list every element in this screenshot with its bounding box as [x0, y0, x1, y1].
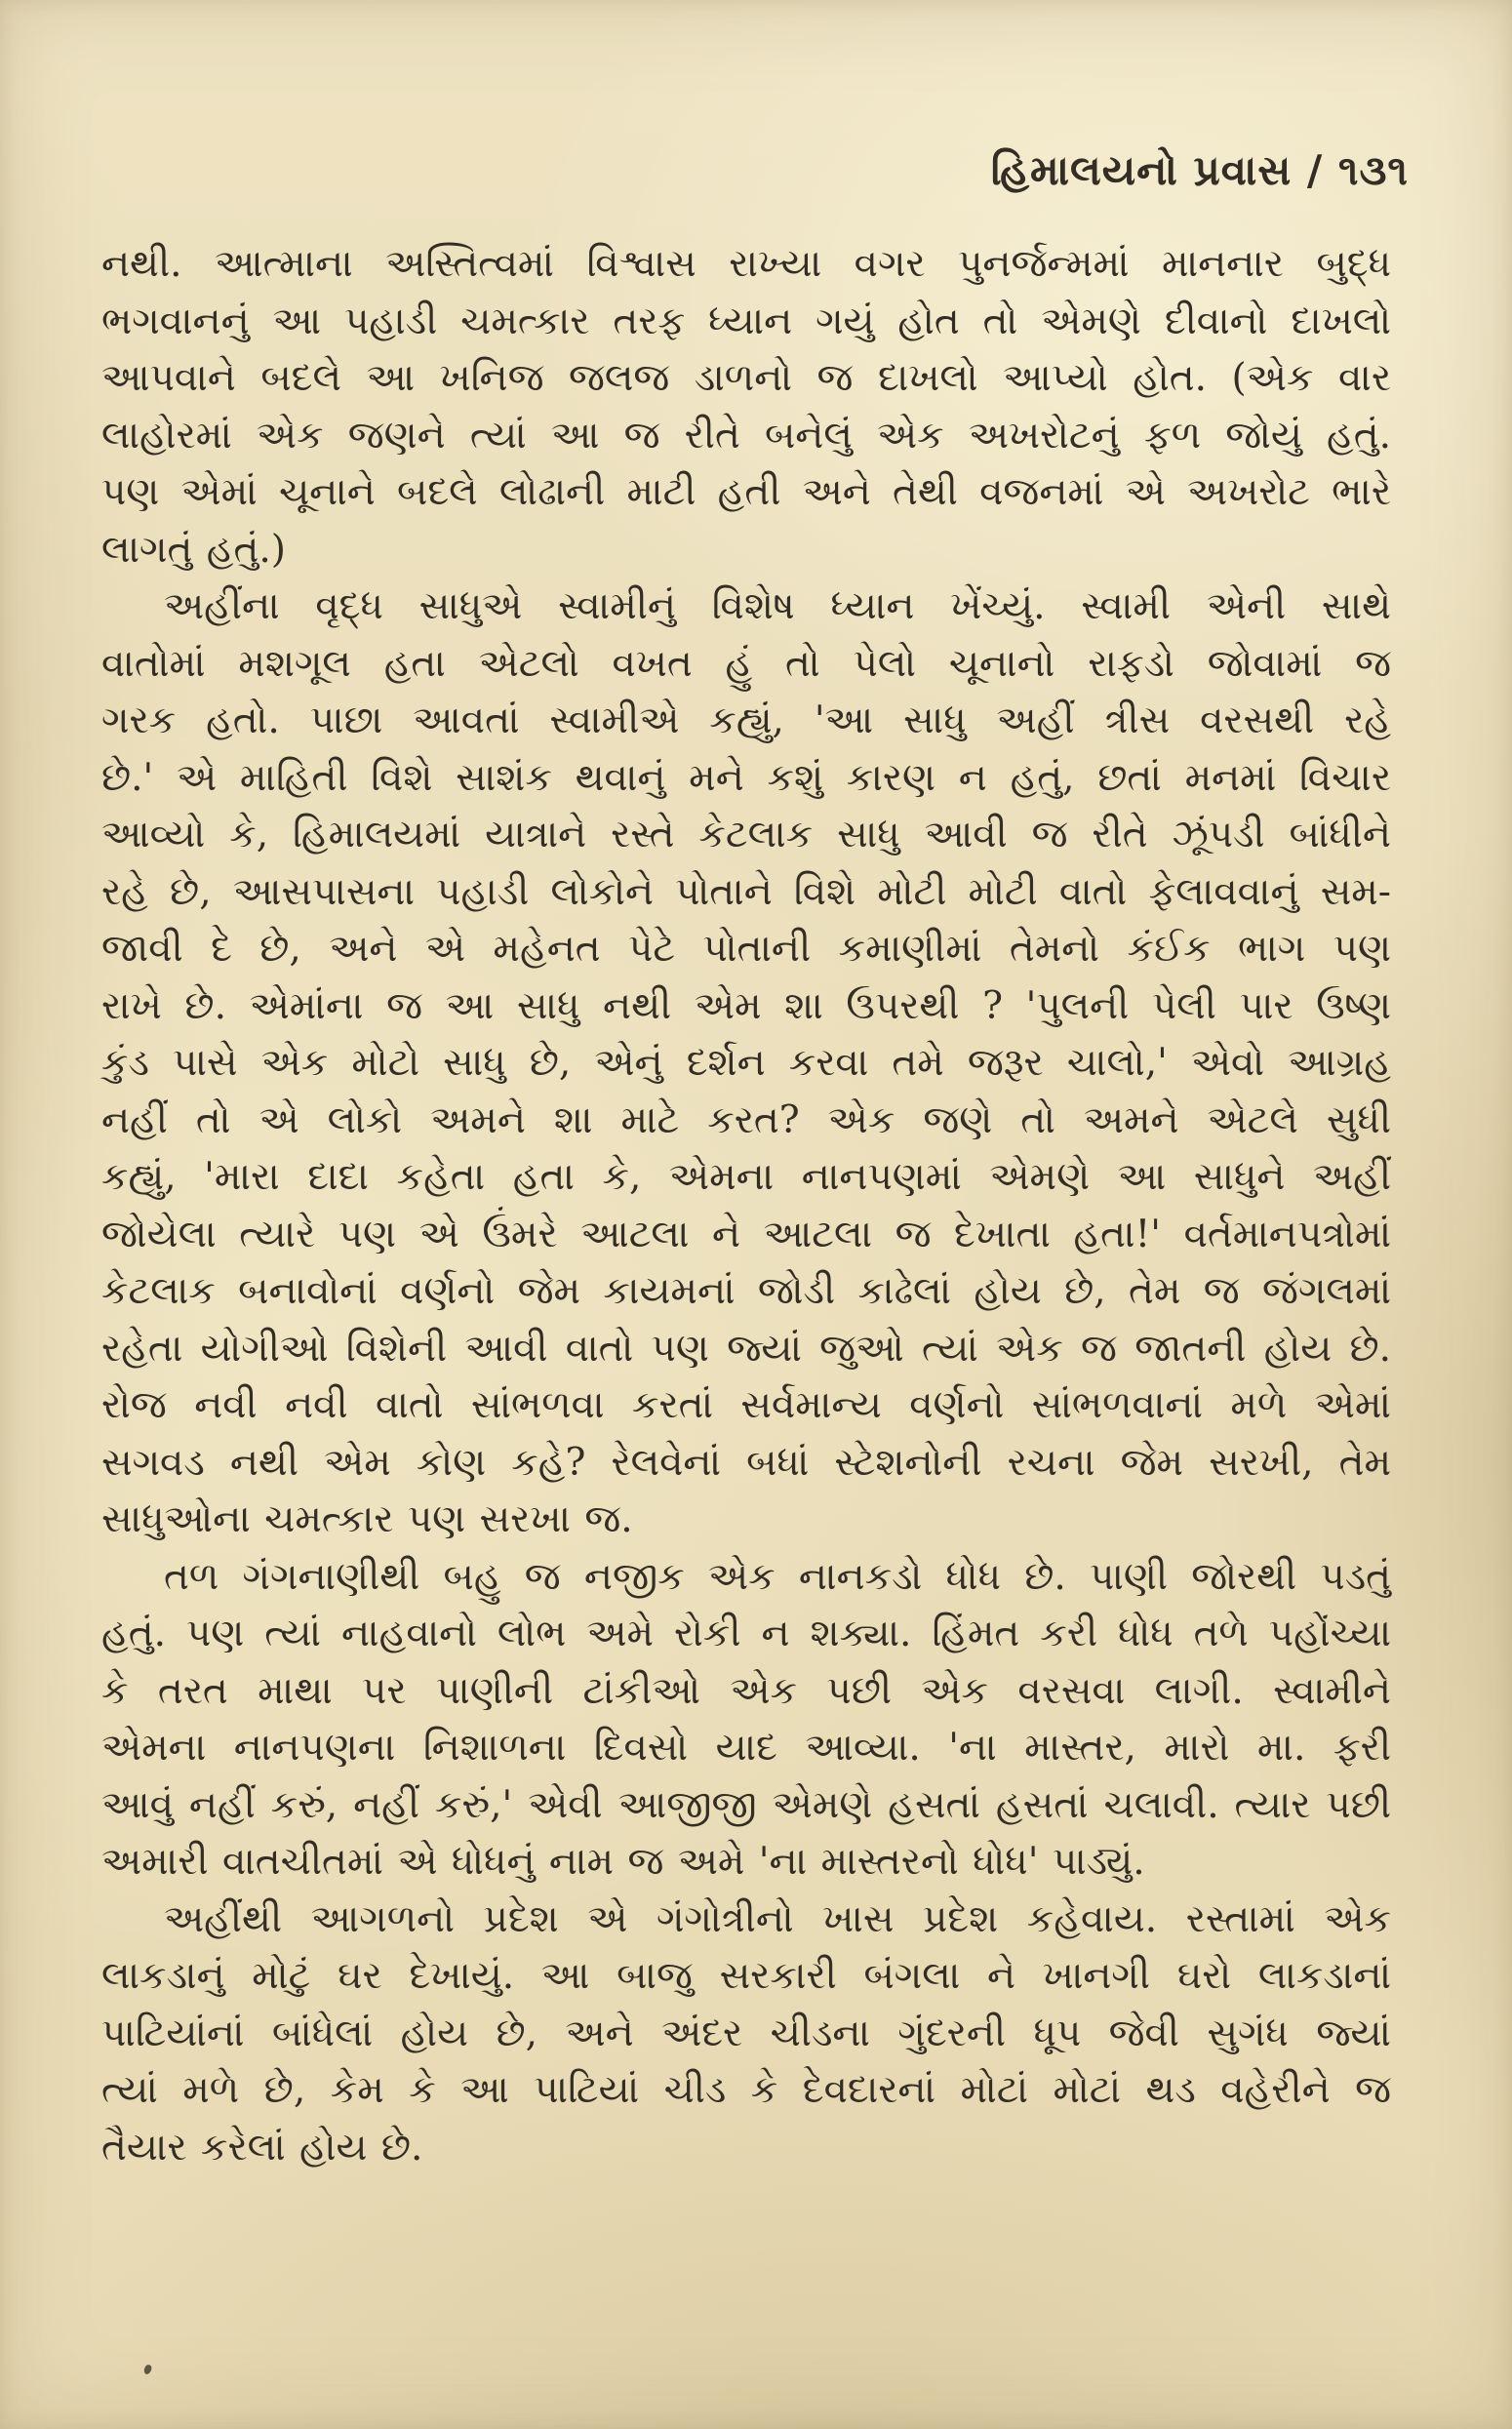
text-line: અમારી વાતચીતમાં એ ધોધનું નામ જ અમે 'ના માસ્તરનો ધોધ' પાડ્યું. [101, 1840, 1145, 1884]
text-line: રાખે છે. એમાંના જ આ સાધુ નથી એમ શા ઉપરથી ? 'પુલની પેલી પાર ઉષ્ણ [101, 983, 1391, 1028]
text-line: અહીંના વૃદ્ધ સાધુએ સ્વામીનું વિશેષ ધ્યાન ખેંચ્યું. સ્વામી એની સાથે [164, 584, 1391, 628]
text-line: આપવાને બદલે આ ખનિજ જલજ ડાળનો જ દાખલો આપ્યો હોત. (એક વાર [101, 356, 1391, 400]
paragraph [101, 578, 1391, 1549]
text-line: રહે છે, આસપાસના પહાડી લોકોને પોતાને વિશે મોટી મોટી વાતો ફેલાવવાનું સમ- [101, 869, 1391, 914]
text-line: જાવી દે છે, અને એ મહેનત પેટે પોતાની કમાણીમાં તેમનો કંઈક ભાગ પણ [101, 927, 1391, 971]
text-line: કહ્યું, 'મારા દાદા કહેતા હતા કે, એમના નાનપણમાં એમણે આ સાધુને અહીં [101, 1155, 1391, 1199]
text-line: લાહોરમાં એક જણને ત્યાં આ જ રીતે બનેલું એક અખરોટનું ફળ જોયું હતું. [101, 413, 1391, 458]
ink-speck [143, 2364, 153, 2375]
text-line: રહેતા યોગીઓ વિશેની આવી વાતો પણ જ્યાં જુઓ ત્યાં એક જ જાતની હોય છે. [101, 1326, 1391, 1371]
text-line: લાકડાનું મોટું ઘર દેખાયું. આ બાજુ સરકારી બંગલા ને ખાનગી ઘરો લાકડાનાં [101, 1954, 1391, 1998]
text-line: પણ એમાં ચૂનાને બદલે લોઢાની માટી હતી અને તેથી વજનમાં એ અખરોટ ભારે [101, 470, 1391, 514]
text-block [101, 236, 1391, 2176]
running-header: હિમાલયનો પ્રવાસ / ૧૩૧ [990, 146, 1409, 194]
text-line: આવ્યો કે, હિમાલયમાં યાત્રાને રસ્તે કેટલાક સાધુ આવી જ રીતે ઝૂંપડી બાંધીને [101, 813, 1391, 856]
text-line: સગવડ નથી એમ કોણ કહે? રેલવેનાં બધાં સ્ટેશનોની રચના જેમ સરખી, તેમ [101, 1440, 1391, 1485]
text-line: સાધુઓના ચમત્કાર પણ સરખા જ. [101, 1497, 633, 1541]
text-line: લાગતું હતું.) [101, 527, 286, 572]
text-line: જોયેલા ત્યારે પણ એ ઉંમરે આટલા ને આટલા જ દેખાતા હતા!' વર્તમાનપત્રોમાં [101, 1212, 1391, 1256]
text-line: પાટિયાંનાં બાંધેલાં હોય છે, અને અંદર ચીડના ગુંદરની ધૂપ જેવી સુગંધ જ્યાં [101, 2011, 1391, 2055]
text-line: કુંડ પાસે એક મોટો સાધુ છે, એનું દર્શન કરવા તમે જરૂર ચાલો,' એવો આગ્રહ [101, 1041, 1391, 1085]
paragraph [101, 1891, 1391, 2177]
text-line: નહીં તો એ લોકો અમને શા માટે કરત? એક જણે તો અમને એટલે સુધી [101, 1097, 1391, 1142]
text-line: રોજ નવી નવી વાતો સાંભળવા કરતાં સર્વમાન્ય વર્ણનો સાંભળવાનાં મળે એમાં [101, 1383, 1391, 1427]
text-line: તળ ગંગનાણીથી બહુ જ નજીક એક નાનકડો ધોધ છે. પાણી જોરથી પડતું [164, 1554, 1391, 1599]
text-line: ગરક હતો. પાછા આવતાં સ્વામીએ કહ્યું, 'આ સાધુ અહીં ત્રીસ વરસથી રહે [101, 698, 1391, 742]
paragraph [101, 1549, 1391, 1891]
text-line: નથી. આત્માના અસ્તિત્વમાં વિશ્વાસ રાખ્યા વગર પુનર્જન્મમાં માનનાર બુદ્ધ [101, 242, 1391, 286]
text-line: એમના નાનપણના નિશાળના દિવસો યાદ આવ્યા. 'ના માસ્તર, મારો મા. ફરી [101, 1726, 1391, 1770]
text-line: કે તરત માથા પર પાણીની ટાંકીઓ એક પછી એક વરસવા લાગી. સ્વામીને [101, 1668, 1391, 1713]
text-line: ત્યાં મળે છે, કેમ કે આ પાટિયાં ચીડ કે દેવદારનાં મોટાં મોટાં થડ વહેરીને જ [101, 2068, 1391, 2112]
text-line: હતું. પણ ત્યાં નાહવાનો લોભ અમે રોકી ન શક્યા. હિંમત કરી ધોધ તળે પહોંચ્યા [101, 1612, 1391, 1655]
text-line: અહીંથી આગળનો પ્રદેશ એ ગંગોત્રીનો ખાસ પ્રદેશ કહેવાય. રસ્તામાં એક [164, 1896, 1391, 1941]
text-line: ભગવાનનું આ પહાડી ચમત્કાર તરફ ધ્યાન ગયું હોત તો એમણે દીવાનો દાખલો [101, 299, 1391, 343]
text-line: કેટલાક બનાવોનાં વર્ણનો જેમ કાયમનાં જોડી કાઢેલાં હોય છે, તેમ જ જંગલમાં [101, 1269, 1391, 1313]
paragraph [101, 236, 1391, 578]
text-line: આવું નહીં કરું, નહીં કરું,' એવી આજીજી એમણે હસતાં હસતાં ચલાવી. ત્યાર પછી [101, 1782, 1391, 1827]
text-line: છે.' એ માહિતી વિશે સાશંક થવાનું મને કશું કારણ ન હતું, છતાં મનમાં વિચાર [101, 755, 1391, 800]
text-line: તૈયાર કરેલાં હોય છે. [101, 2125, 423, 2170]
text-line: વાતોમાં મશગૂલ હતા એટલો વખત હું તો પેલો ચૂનાનો રાફડો જોવામાં જ [101, 641, 1391, 686]
